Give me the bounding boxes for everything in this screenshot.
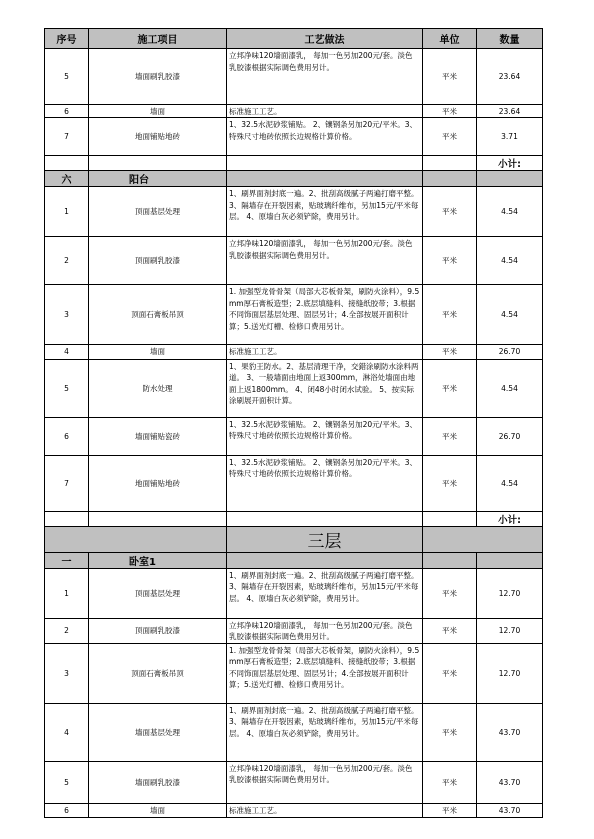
desc-text: 1. 加强型龙骨骨架（局部大芯板骨架，刷防火涂料），9.5mm厚石膏板造型；2.底层填缝料、接缝纸胶带；3.根据不同饰面层基层处理、固层另计；4.全部按展开面积计算；5.送光灯槽、检修口费用另计。	[229, 287, 420, 331]
desc-text: 1、32.5水泥砂浆铺贴。 2、镶钢条另加20元/平米。3、特殊尺寸地砖依照长边规格计算价格。	[229, 419, 417, 440]
quantity-cell: 23.64	[477, 105, 543, 118]
desc-text: 标准施工工艺。	[229, 107, 282, 116]
floor-spacer	[45, 526, 227, 552]
table-row	[45, 118, 543, 156]
row-number: 7	[45, 455, 89, 511]
subtotal-empty-cell	[423, 511, 477, 526]
row-number: 5	[45, 359, 89, 417]
unit-cell: 平米	[423, 345, 477, 360]
desc-text: 1、刷界面剂封底一遍。2、批刮高级腻子两遍打磨平整。3、隔墙存在开裂因素，贴玻璃纤维布，另加15元/平米每层。 4、原墙白灰必须铲除，费用另计。	[229, 570, 419, 603]
item-name: 顶面基层处理	[89, 568, 227, 618]
quantity-cell: 12.70	[477, 568, 543, 618]
process-description	[227, 118, 423, 156]
item-name: 顶面刷乳胶漆	[89, 237, 227, 285]
row-number: 5	[45, 49, 89, 105]
process-description	[227, 345, 423, 360]
header-row	[45, 29, 543, 49]
row-number: 6	[45, 417, 89, 455]
process-description	[227, 105, 423, 118]
item-name: 墙面基层处理	[89, 703, 227, 761]
header-qty: 数量	[477, 29, 543, 49]
section-title: 阳台	[89, 171, 227, 187]
quantity-cell: 12.70	[477, 618, 543, 643]
section-spacer	[477, 171, 543, 187]
process-description	[227, 803, 423, 818]
process-description	[227, 618, 423, 643]
process-description	[227, 455, 423, 511]
quantity-cell: 4.54	[477, 359, 543, 417]
table-row	[45, 455, 543, 511]
unit-cell: 平米	[423, 359, 477, 417]
item-name: 墙面	[89, 803, 227, 818]
subtotal-empty-cell	[227, 511, 423, 526]
desc-text: 1、刷界面剂封底一遍。2、批刮高级腻子两遍打磨平整。3、隔墙存在开裂因素，贴玻璃纤维布，另加15元/平米每层。 4、原墙白灰必须铲除，费用另计。	[229, 705, 419, 738]
table-row	[45, 285, 543, 345]
section-spacer	[423, 171, 477, 187]
section-spacer	[477, 552, 543, 568]
table-row	[45, 187, 543, 237]
process-description	[227, 285, 423, 345]
desc-text: 1、刷界面剂封底一遍。2、批刮高级腻子两遍打磨平整。3、隔墙存在开裂因素，贴玻璃纤维布，另加15元/平米每层。 4、原墙白灰必须铲除，费用另计。	[229, 189, 419, 221]
table-row	[45, 618, 543, 643]
table-row	[45, 568, 543, 618]
subtotal-row	[45, 156, 543, 171]
desc-text: 1、果豹王防水。2、基层清理干净，交錯涂刷防水涂料两道。 3、一般墙面由地面上返300mm，淋浴处墙面由地面上返1800mm。 4、闭48小时闭水试验。 5、按实际涂刷展开面积计算。	[229, 361, 419, 405]
process-description	[227, 49, 423, 105]
table-row	[45, 359, 543, 417]
process-description	[227, 761, 423, 803]
row-number: 4	[45, 345, 89, 360]
quantity-cell: 3.71	[477, 118, 543, 156]
item-name: 防水处理	[89, 359, 227, 417]
unit-cell: 平米	[423, 618, 477, 643]
subtotal-row	[45, 511, 543, 526]
table-row	[45, 345, 543, 360]
quote-table	[44, 28, 543, 818]
desc-text: 1、32.5水泥砂浆铺贴。 2、镶钢条另加20元/平米。3、特殊尺寸地砖依照长边规格计算价格。	[229, 120, 417, 141]
unit-cell: 平米	[423, 237, 477, 285]
quantity-cell: 12.70	[477, 643, 543, 703]
row-number: 2	[45, 618, 89, 643]
header-unit: 单位	[423, 29, 477, 49]
row-number: 6	[45, 105, 89, 118]
quantity-cell: 4.54	[477, 187, 543, 237]
subtotal-label: 小计:	[477, 511, 543, 526]
desc-text: 立邦净味120墙面漆乳， 每加一色另加200元/套。淡色乳胶漆根据实际调色费用另计。	[229, 763, 413, 784]
process-description	[227, 703, 423, 761]
table-row	[45, 703, 543, 761]
quantity-cell: 4.54	[477, 237, 543, 285]
header-item: 施工项目	[89, 29, 227, 49]
subtotal-label: 小计:	[477, 156, 543, 171]
row-number: 5	[45, 761, 89, 803]
section-number: 六	[45, 171, 89, 187]
desc-text: 标准施工工艺。	[229, 805, 282, 815]
floor-spacer	[423, 526, 543, 552]
unit-cell: 平米	[423, 703, 477, 761]
item-name: 顶面石膏板吊顶	[89, 285, 227, 345]
subtotal-empty-cell	[423, 156, 477, 171]
unit-cell: 平米	[423, 187, 477, 237]
process-description	[227, 359, 423, 417]
process-description	[227, 643, 423, 703]
quantity-cell: 4.54	[477, 285, 543, 345]
subtotal-empty-cell	[45, 511, 89, 526]
table-row	[45, 417, 543, 455]
table-body	[45, 49, 543, 818]
desc-text: 标准施工工艺。	[229, 347, 282, 356]
section-spacer	[423, 552, 477, 568]
header-desc: 工艺做法	[227, 29, 423, 49]
table-row	[45, 105, 543, 118]
row-number: 6	[45, 803, 89, 818]
quantity-cell: 4.54	[477, 455, 543, 511]
item-name: 墙面刷乳胶漆	[89, 761, 227, 803]
subtotal-empty-cell	[89, 511, 227, 526]
subtotal-empty-cell	[89, 156, 227, 171]
desc-text: 立邦净味120墙面漆乳， 每加一色另加200元/套。淡色乳胶漆根据实际调色费用另计。	[229, 51, 413, 72]
desc-text: 1、32.5水泥砂浆铺贴。 2、镶钢条另加20元/平米。3、特殊尺寸地砖依照长边规格计算价格。	[229, 457, 417, 478]
section-header-row	[45, 552, 543, 568]
process-description	[227, 187, 423, 237]
unit-cell: 平米	[423, 568, 477, 618]
row-number: 1	[45, 187, 89, 237]
desc-text: 1. 加强型龙骨骨架（局部大芯板骨架，刷防火涂料），9.5mm厚石膏板造型；2.底层填缝料、接缝纸胶带；3.根据不同饰面层基层处理、固层另计；4.全部按展开面积计算；5.送光灯槽、检修口费用另计。	[229, 645, 420, 689]
unit-cell: 平米	[423, 49, 477, 105]
process-description	[227, 568, 423, 618]
process-description	[227, 417, 423, 455]
quantity-cell: 23.64	[477, 49, 543, 105]
table-row	[45, 761, 543, 803]
desc-text: 立邦净味120墙面漆乳， 每加一色另加200元/套。淡色乳胶漆根据实际调色费用另计。	[229, 620, 413, 641]
item-name: 墙面	[89, 345, 227, 360]
item-name: 顶面石膏板吊顶	[89, 643, 227, 703]
row-number: 7	[45, 118, 89, 156]
unit-cell: 平米	[423, 455, 477, 511]
subtotal-empty-cell	[45, 156, 89, 171]
quantity-cell: 43.70	[477, 803, 543, 818]
floor-header-row	[45, 526, 543, 552]
item-name: 墙面	[89, 105, 227, 118]
row-number: 4	[45, 703, 89, 761]
table-row	[45, 643, 543, 703]
item-name: 顶面刷乳胶漆	[89, 618, 227, 643]
process-description	[227, 237, 423, 285]
unit-cell: 平米	[423, 761, 477, 803]
desc-text: 立邦净味120墙面漆乳， 每加一色另加200元/套。淡色乳胶漆根据实际调色费用另计。	[229, 239, 413, 260]
unit-cell: 平米	[423, 105, 477, 118]
section-header-row	[45, 171, 543, 187]
quantity-cell: 26.70	[477, 417, 543, 455]
table-row	[45, 49, 543, 105]
unit-cell: 平米	[423, 643, 477, 703]
section-number: 一	[45, 552, 89, 568]
quantity-cell: 43.70	[477, 703, 543, 761]
table-row	[45, 237, 543, 285]
section-title: 卧室1	[89, 552, 227, 568]
unit-cell: 平米	[423, 417, 477, 455]
subtotal-empty-cell	[227, 156, 423, 171]
unit-cell: 平米	[423, 803, 477, 818]
unit-cell: 平米	[423, 285, 477, 345]
unit-cell: 平米	[423, 118, 477, 156]
row-number: 1	[45, 568, 89, 618]
quantity-cell: 26.70	[477, 345, 543, 360]
item-name: 顶面基层处理	[89, 187, 227, 237]
row-number: 3	[45, 285, 89, 345]
row-number: 3	[45, 643, 89, 703]
item-name: 地面铺贴地砖	[89, 118, 227, 156]
table-row	[45, 803, 543, 818]
section-spacer	[227, 552, 423, 568]
floor-title: 三层	[227, 526, 423, 552]
header-no: 序号	[45, 29, 89, 49]
quantity-cell: 43.70	[477, 761, 543, 803]
row-number: 2	[45, 237, 89, 285]
section-spacer	[227, 171, 423, 187]
item-name: 地面铺贴地砖	[89, 455, 227, 511]
item-name: 墙面刷乳胶漆	[89, 49, 227, 105]
item-name: 墙面铺贴瓷砖	[89, 417, 227, 455]
